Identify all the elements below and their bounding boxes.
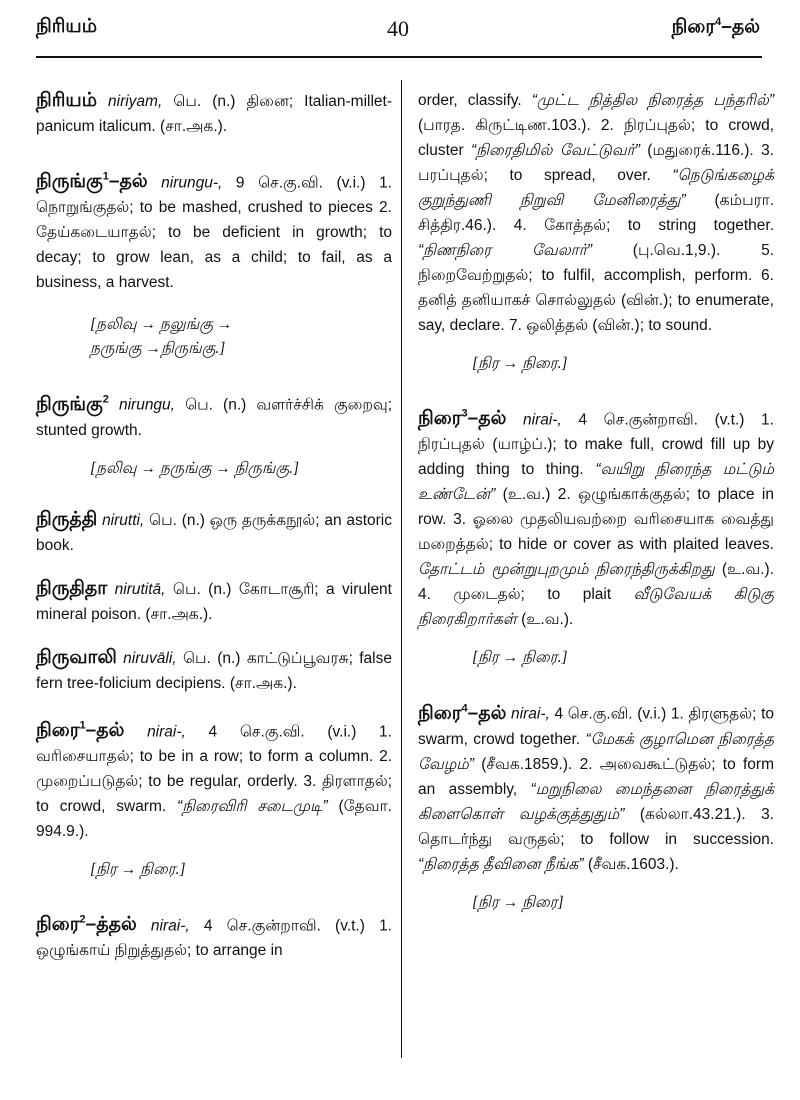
definition: பெ. (n.) காட்டுப்பூவரசு; false fern tree-folicium decipiens. (சா.அக.). [36, 649, 392, 692]
quotation: “முட்ட நித்தில நிரைத்த பந்தரில்” [531, 92, 774, 109]
page-header [36, 14, 760, 54]
quotation: வீடுவேயக் கிடுகு நிரைகிறார்கள் [418, 586, 774, 629]
citation: (தேவா. 994.9.). [36, 797, 392, 840]
right-column [418, 88, 774, 915]
quotation: “நிணநிரை வேலார்” [418, 242, 593, 259]
quotation: “மறுநிலை மைந்தனை நிரைத்துக் கிளைகொள் வழக்குத்துதும்” [418, 780, 775, 823]
etymology: [நிர → நிரை] [472, 893, 564, 911]
definition: 4 செ.குன்றாவி. (v.t.) 1. ஒழுங்காய் நிறுத்துதல்; to arrange in [36, 917, 392, 960]
headword: நிரை$^3$–தல் [418, 408, 507, 430]
header-rule [36, 56, 762, 58]
dictionary-entry [36, 714, 392, 844]
etymology: [நிர → நிரை.] [472, 649, 568, 667]
definition: பெ. (n.) ஒரு தருக்கநூல்; an astoric book. [36, 511, 392, 554]
definition: 9 செ.கு.வி. (v.i.) 1. நொறுங்குதல்; to be mashed, crushed to pieces 2. தேய்கடையாதல்; to be deficient in growth; to decay; to grow lean, as a child; to fail, as a business, a harvest. [36, 174, 392, 292]
dictionary-entry: நிரை$^4$–தல் nirai-, 4 செ.கு.வி. (v.i.) 1. திரளுதல்; to swarm, crowd together. “மேகக் குழாமென நிரைத்த வேழம்” (சீவக.1859.). 2. அவைகூட்டுதல்; to form an assembly, “மறுநிலை மைந்தனை நிரைத்துக் கிளைகொள் வழக்குத்துதும்” (கல்லா.43.21.). 3. தொடர்ந்து வருதல்; to follow in succession. “நிரைத்த தீவினை நீங்க” (சீவக.1603.). [418, 702, 775, 873]
definition: பெ. (n.) வளர்ச்சிக் குறைவு; stunted growth. [36, 396, 393, 439]
quotation: தோட்டம் மூன்றுபுறமும் நிரைந்திருக்கிறது [418, 561, 715, 579]
etymology: [நலிவு → நலுங்கு → நருங்கு →நிருங்கு.] [90, 316, 233, 358]
transliteration: nirai-, [523, 411, 562, 429]
dictionary-entry [36, 576, 392, 627]
page-number: 40 [387, 16, 409, 41]
dictionary-entry [36, 88, 392, 139]
header-first-word: நிரியம் [36, 16, 97, 37]
dictionary-entry: நிரை$^3$–தல் nirai-, 4 செ.குன்றாவி. (v.t.) 1. நிரப்புதல் (யாழ்ப்.); to make full, crowd fill up by adding thing to thing. “வயிறு நிரைந்த மட்டும் உண்டேன்” (உ.வ.) 2. ஒழுங்காக்குதல்; to place in row. 3. ஓலை முதலியவற்றை வரிசையாக வைத்து மறைத்தல்; to hide or cover as with plaited leaves. தோட்டம் மூன்றுபுறமும் நிரைந்திருக்கிறது (உ.வ.). 4. முடைதல்; to plait வீடுவேயக் கிடுகு நிரைகிறார்கள் (உ.வ.). [418, 408, 774, 629]
transliteration: nirai-, [511, 705, 550, 723]
headword: நிரை$^4$–தல் [418, 702, 507, 724]
quotation: “மேகக் குழாமென நிரைத்த வேழம்” [418, 730, 774, 773]
quotation: “நெடுங்கழைக் குறுந்துணி நிறுவி மேனிரைத்து” [418, 167, 775, 209]
quotation: “நிரைவிரி சடைமுடி” [177, 797, 328, 815]
definition: 4 செ.கு.வி. (v.i.) 1. வரிசையாதல்; to be in a row; to form a column. 2. முறைப்படுதல்; to be regular, orderly. 3. திரளாதல்; to crowd, swarm. [36, 722, 392, 815]
headword: நிருவாலி [36, 646, 117, 668]
header-last-word: நிரை$^4$–தல் [671, 16, 760, 38]
dictionary-entry [36, 387, 392, 442]
transliteration: nirutti, [102, 511, 145, 529]
transliteration: nirungu, [118, 396, 175, 414]
headword: நிரை$^1$–தல் [36, 719, 125, 741]
quotation: “நிரைத்த தீவினை நீங்க” [418, 855, 584, 873]
headword: நிரை$^2$–த்தல் [36, 913, 137, 936]
etymology: [நிர → நிரை.] [90, 860, 186, 878]
quotation: “நிரைதிமில் வேட்டுவர்” [471, 142, 640, 159]
definition: பெ. (n.) கோடாசூரி; a virulent mineral poison. (சா.அக.). [36, 580, 392, 623]
transliteration: niruvāli, [123, 649, 177, 667]
transliteration: nirai-, [147, 722, 186, 740]
entry-continuation: order, classify. “முட்ட நித்தில நிரைத்த பந்தரில்” (பாரத. கிருட்டிண.103.). 2. நிரப்புதல்; to crowd, cluster “நிரைதிமில் வேட்டுவர்” (மதுரைக்.116.). 3. பரப்புதல்; to spread, over. “நெடுங்கழைக் குறுந்துணி நிறுவி மேனிரைத்து” (கம்பரா. சித்திர.46.). 4. கோத்தல்; to string together. “நிணநிரை வேலார்” (பு.வெ.1,9.). 5. நிறைவேற்றுதல்; to fulfil, accomplish, perform. 6. தனித் தனியாகச் சொல்லுதல் (வின்.); to enumerate, say, declare. 7. ஒலித்தல் (வின்.); to sound. [418, 92, 775, 334]
etymology: [நிர → நிரை.] [472, 355, 568, 372]
headword: நிருங்கு$^2$ [36, 393, 109, 415]
etymology: [நலிவு → நருங்கு → நிருங்கு.] [90, 459, 300, 477]
headword: நிருத்தி [36, 508, 98, 530]
transliteration: nirungu-, [161, 174, 223, 192]
headword: நிருதிதா [36, 577, 108, 599]
dictionary-entry [36, 645, 392, 696]
headword: நிரியம் [36, 90, 97, 111]
quotation: “வயிறு நிரைந்த மட்டும் உண்டேன்” [418, 461, 774, 504]
transliteration: nirai-, [150, 917, 190, 935]
column-divider [401, 80, 402, 1058]
dictionary-entry [36, 507, 392, 558]
headword: நிருங்கு$^1$–தல் [36, 171, 148, 193]
dictionary-entry [36, 165, 392, 295]
left-column [36, 88, 392, 963]
transliteration: niriyam, [108, 93, 163, 110]
dictionary-entry [36, 908, 392, 963]
definition: பெ. (n.) தினை; Italian-millet-panicum italicum. (சா.அக.). [36, 93, 393, 135]
transliteration: nirutitā, [114, 580, 166, 598]
